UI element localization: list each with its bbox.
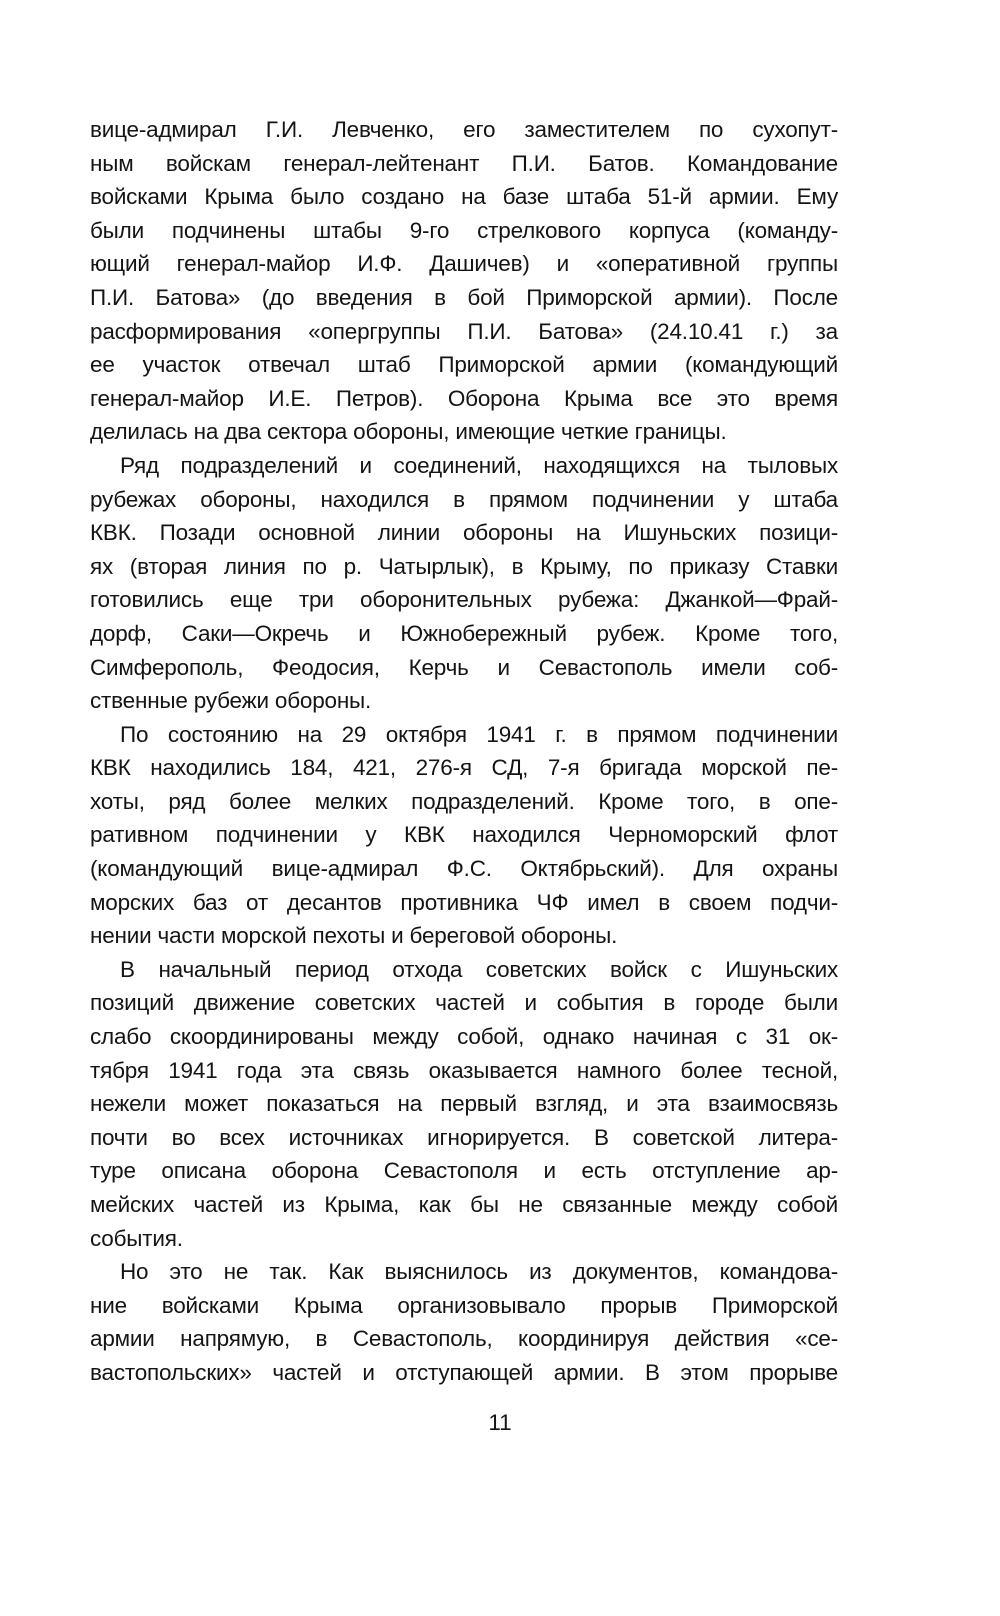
text-line: (командующий вице-адмирал Ф.С. Октябрьский). Для охраны bbox=[90, 856, 838, 882]
text-line: тября 1941 года эта связь оказывается намного более тесной, bbox=[90, 1057, 838, 1083]
text-line: морских баз от десантов противника ЧФ имел в своем подчи- bbox=[90, 889, 838, 915]
paragraph bbox=[90, 449, 838, 718]
text-line: готовились еще три оборонительных рубежа: Джанкой—Фрай- bbox=[90, 587, 838, 613]
text-line: По состоянию на 29 октября 1941 г. в прямом подчинении bbox=[120, 721, 838, 747]
text-line: рубежах обороны, находился в прямом подчинении у штаба bbox=[90, 486, 838, 512]
text-line: ние войсками Крыма организовывало прорыв Приморской bbox=[90, 1292, 838, 1318]
text-line: ративном подчинении у КВК находился Черноморский флот bbox=[90, 822, 838, 848]
text-line: вастопольских» частей и отступающей армии. В этом прорыве bbox=[90, 1359, 838, 1385]
text-line: события. bbox=[90, 1225, 183, 1251]
text-line: слабо скоординированы между собой, однако начиная с 31 ок- bbox=[90, 1024, 838, 1050]
text-line: хоты, ряд более мелких подразделений. Кроме того, в опе- bbox=[90, 788, 838, 814]
page-number: 11 bbox=[488, 1410, 512, 1435]
text-line: вице-адмирал Г.И. Левченко, его заместителем по сухопут- bbox=[90, 117, 838, 142]
text-line: почти во всех источниках игнорируется. В советской литера- bbox=[90, 1124, 838, 1150]
text-line: ственные рубежи обороны. bbox=[90, 688, 372, 714]
text-line: нении части морской пехоты и береговой обороны. bbox=[90, 923, 618, 949]
text-line: генерал-майор И.Е. Петров). Оборона Крыма все это время bbox=[90, 385, 838, 411]
text-line: ях (вторая линия по р. Чатырлык), в Крыму, по приказу Ставки bbox=[90, 553, 838, 579]
paragraph bbox=[90, 113, 838, 449]
text-line: КВК находились 184, 421, 276-я СД, 7-я бригада морской пе- bbox=[90, 755, 838, 781]
text-line: войсками Крыма было создано на базе штаба 51-й армии. Ему bbox=[90, 184, 838, 210]
paragraph bbox=[90, 953, 838, 1255]
paragraph bbox=[90, 1255, 838, 1389]
text-line: Ряд подразделений и соединений, находящихся на тыловых bbox=[120, 452, 838, 478]
text-line: туре описана оборона Севастополя и есть отступление ар- bbox=[90, 1158, 838, 1184]
text-line: ным войскам генерал-лейтенант П.И. Батов. Командование bbox=[90, 150, 838, 176]
text-line: были подчинены штабы 9-го стрелкового корпуса (команду- bbox=[90, 217, 838, 243]
text-line: П.И. Батова» (до введения в бой Приморской армии). После bbox=[90, 284, 838, 310]
text-line: Симферополь, Феодосия, Керчь и Севастополь имели соб- bbox=[90, 654, 838, 680]
text-line: ющий генерал-майор И.Ф. Дашичев) и «оперативной группы bbox=[90, 251, 838, 277]
page-body bbox=[90, 113, 838, 1390]
text-line: позиций движение советских частей и события в городе были bbox=[90, 990, 838, 1016]
text-line: мейских частей из Крыма, как бы не связанные между собой bbox=[90, 1192, 838, 1217]
text-line: Но это не так. Как выяснилось из документов, командова- bbox=[120, 1259, 838, 1285]
text-line: дорф, Саки—Окречь и Южнобережный рубеж. Кроме того, bbox=[90, 620, 838, 646]
paragraph bbox=[90, 718, 838, 953]
text-line: ее участок отвечал штаб Приморской армии (командующий bbox=[90, 352, 838, 378]
text-line: КВК. Позади основной линии обороны на Ишуньских позици- bbox=[90, 520, 838, 546]
text-line: В начальный период отхода советских войск с Ишуньских bbox=[120, 956, 838, 982]
text-line: нежели может показаться на первый взгляд, и эта взаимосвязь bbox=[90, 1091, 838, 1117]
text-line: армии напрямую, в Севастополь, координируя действия «се- bbox=[90, 1326, 838, 1352]
text-line: расформирования «опергруппы П.И. Батова» (24.10.41 г.) за bbox=[90, 318, 838, 344]
text-line: делилась на два сектора обороны, имеющие четкие границы. bbox=[90, 419, 727, 445]
